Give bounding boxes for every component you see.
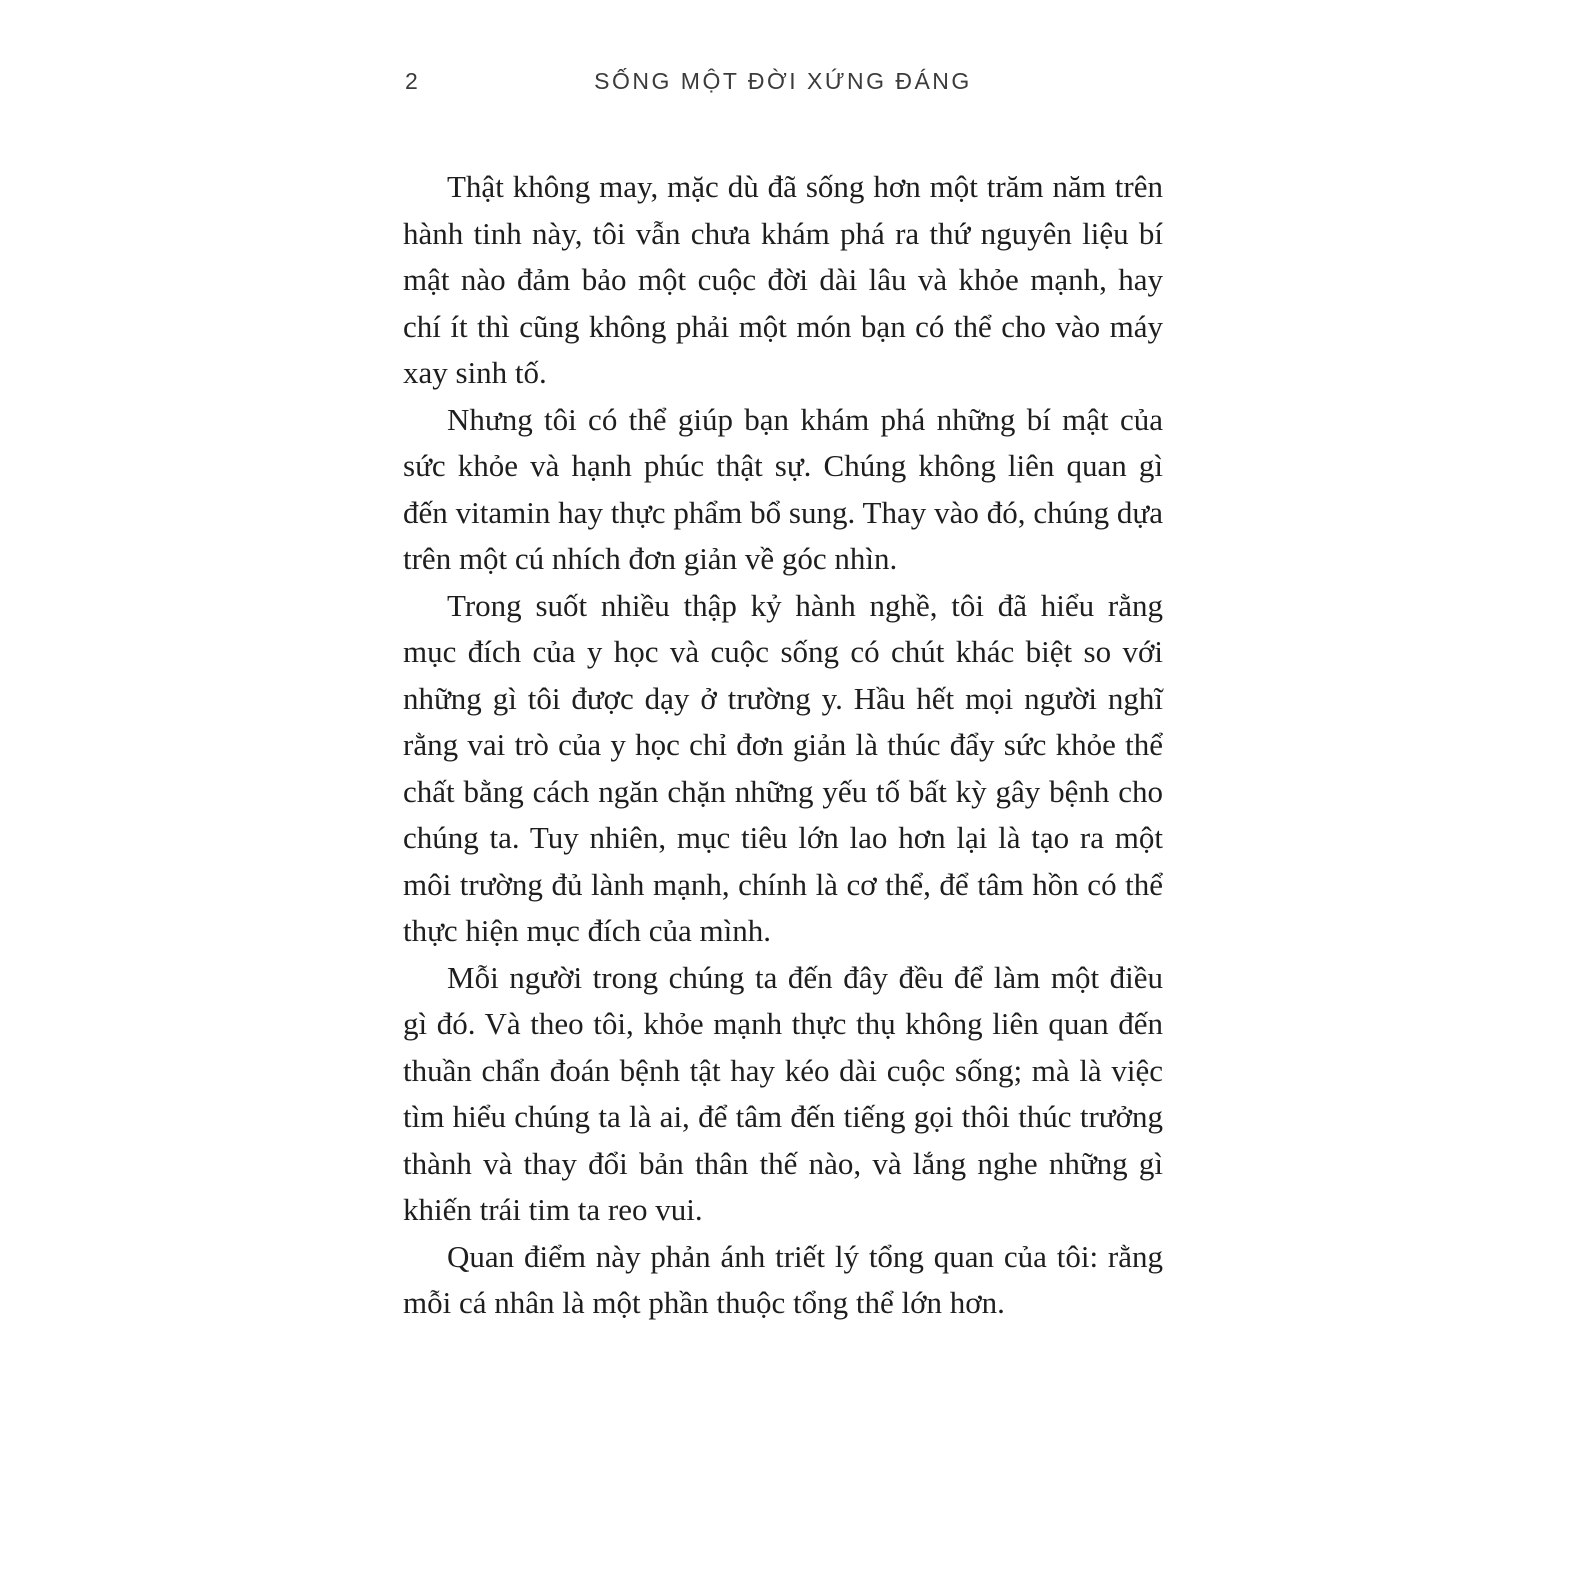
paragraph: Mỗi người trong chúng ta đến đây đều để làm một điều gì đó. Và theo tôi, khỏe mạnh thực thụ không liên quan đến thuần chẩn đoán bệnh tật hay kéo dài cuộc sống; mà là việc tìm hiểu chúng ta là ai, để tâm đến tiếng gọi thôi thúc trưởng thành và thay đổi bản thân thế nào, và lắng nghe những gì khiến trái tim ta reo vui. xyxy=(403,959,1163,1227)
text-column xyxy=(403,68,1163,1327)
paragraph: Nhưng tôi có thể giúp bạn khám phá những bí mật của sức khỏe và hạnh phúc thật sự. Chúng không liên quan gì đến vitamin hay thực phẩm bổ sung. Thay vào đó, chúng dựa trên một cú nhích đơn giản về góc nhìn. xyxy=(403,401,1163,576)
page-header xyxy=(403,68,1163,98)
body-text xyxy=(403,164,1163,1327)
paragraph: Quan điểm này phản ánh triết lý tổng quan của tôi: rằng mỗi cá nhân là một phần thuộc tổng thể lớn hơn. xyxy=(403,1238,1163,1320)
paragraph: Thật không may, mặc dù đã sống hơn một trăm năm trên hành tinh này, tôi vẫn chưa khám phá ra thứ nguyên liệu bí mật nào đảm bảo một cuộc đời dài lâu và khỏe mạnh, hay chí ít thì cũng không phải một món bạn có thể cho vào máy xay sinh tố. xyxy=(403,169,1163,390)
running-head: SỐNG MỘT ĐỜI XỨNG ĐÁNG xyxy=(594,68,972,94)
page-number: 2 xyxy=(405,68,421,94)
paragraph: Trong suốt nhiều thập kỷ hành nghề, tôi đã hiểu rằng mục đích của y học và cuộc sống có chút khác biệt so với những gì tôi được dạy ở trường y. Hầu hết mọi người nghĩ rằng vai trò của y học chỉ đơn giản là thúc đẩy sức khỏe thể chất bằng cách ngăn chặn những yếu tố bất kỳ gây bệnh cho chúng ta. Tuy nhiên, mục tiêu lớn lao hơn lại là tạo ra một môi trường đủ lành mạnh, chính là cơ thể, để tâm hồn có thể thực hiện mục đích của mình. xyxy=(403,587,1163,948)
